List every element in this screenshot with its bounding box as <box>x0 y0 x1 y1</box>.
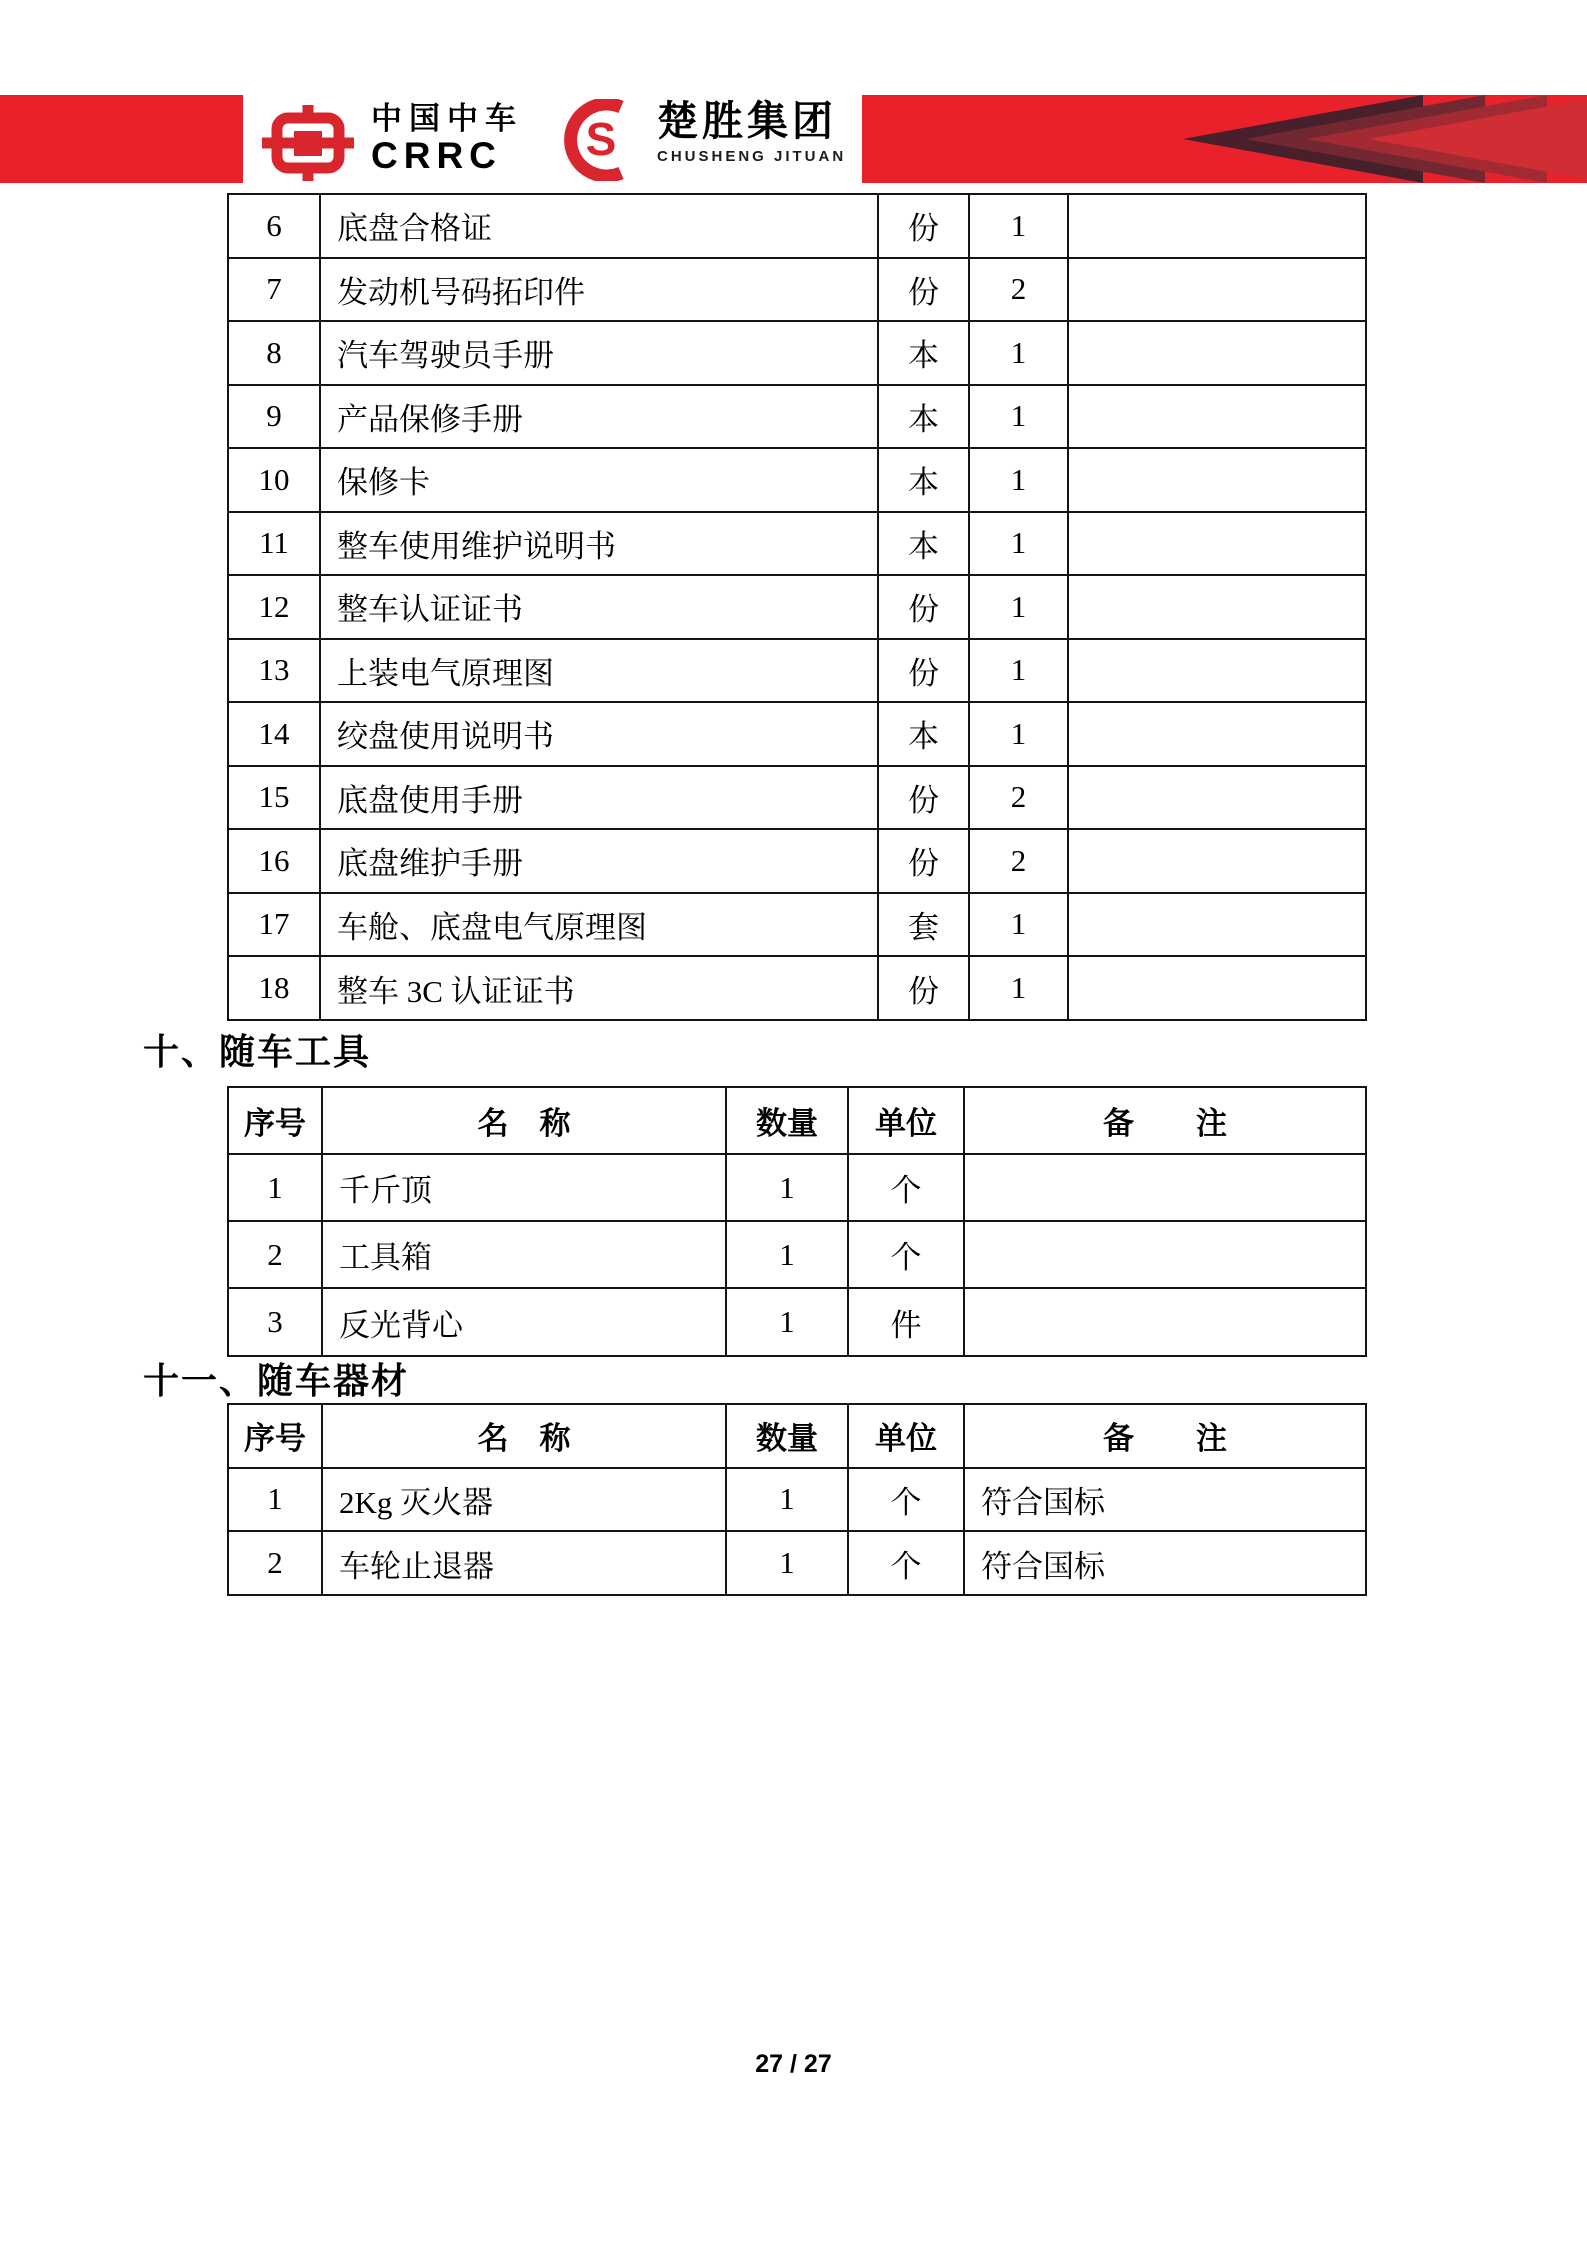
table-cell: 9 <box>229 386 321 448</box>
table-cell: 8 <box>229 322 321 384</box>
table-cell: 6 <box>229 195 321 257</box>
table-cell: 3 <box>229 1289 323 1355</box>
table-row <box>229 640 1365 704</box>
table-cell: 产品保修手册 <box>321 386 879 448</box>
table-header-row <box>229 1405 1365 1469</box>
table-header-cell: 序号 <box>229 1088 323 1153</box>
table-cell: 1 <box>970 449 1069 511</box>
table-header-cell: 名 称 <box>323 1088 727 1153</box>
table-cell <box>1069 259 1365 321</box>
table-row <box>229 322 1365 386</box>
table-cell: 1 <box>970 513 1069 575</box>
table-cell: 份 <box>879 259 970 321</box>
table-cell: 1 <box>970 195 1069 257</box>
table-cell: 10 <box>229 449 321 511</box>
table-cell: 份 <box>879 767 970 829</box>
table-cell: 工具箱 <box>323 1222 727 1287</box>
table-row <box>229 1289 1365 1355</box>
table-cell <box>965 1155 1365 1220</box>
table-cell: 1 <box>970 576 1069 638</box>
table-row <box>229 767 1365 831</box>
crrc-name: 中国中车 <box>371 101 523 136</box>
table-cell: 底盘维护手册 <box>321 830 879 892</box>
table-cell <box>1069 449 1365 511</box>
table-cell: 本 <box>879 386 970 448</box>
table-cell <box>1069 195 1365 257</box>
table-cell <box>1069 513 1365 575</box>
table-cell: 上装电气原理图 <box>321 640 879 702</box>
table-header-cell: 序号 <box>229 1405 323 1467</box>
table-cell: 7 <box>229 259 321 321</box>
table-cell: 件 <box>849 1289 965 1355</box>
table-row <box>229 1222 1365 1289</box>
table-cell: 1 <box>727 1222 849 1287</box>
table-cell <box>1069 703 1365 765</box>
table-cell: 1 <box>970 703 1069 765</box>
section-title-equipment: 十一、随车器材 <box>143 1361 410 1401</box>
table-row <box>229 576 1365 640</box>
table-cell: 1 <box>727 1532 849 1594</box>
table-row <box>229 386 1365 450</box>
table-cell: 个 <box>849 1155 965 1220</box>
table-cell: 车舱、底盘电气原理图 <box>321 894 879 956</box>
table-cell: 份 <box>879 640 970 702</box>
table-cell <box>1069 640 1365 702</box>
table-cell: 份 <box>879 195 970 257</box>
table-row <box>229 449 1365 513</box>
table-cell: 2Kg 灭火器 <box>323 1469 727 1531</box>
chusheng-name: 楚胜集团 <box>657 98 837 144</box>
table-cell: 2 <box>970 767 1069 829</box>
table-cell <box>1069 957 1365 1019</box>
table-cell: 16 <box>229 830 321 892</box>
table-cell: 17 <box>229 894 321 956</box>
table-row <box>229 195 1365 259</box>
table-cell: 本 <box>879 513 970 575</box>
chusheng-emblem-letter: S <box>585 113 617 165</box>
crrc-logo-text <box>371 103 531 174</box>
chusheng-logo-text <box>657 98 847 165</box>
equipment-table <box>227 1403 1367 1596</box>
table-cell: 2 <box>970 830 1069 892</box>
table-cell: 18 <box>229 957 321 1019</box>
table-cell <box>1069 894 1365 956</box>
table-cell: 套 <box>879 894 970 956</box>
table-cell: 1 <box>229 1469 323 1531</box>
table-header-cell: 数量 <box>727 1088 849 1153</box>
table-header-row <box>229 1088 1365 1155</box>
tools-table <box>227 1086 1367 1357</box>
chusheng-latin: CHUSHENG JITUAN <box>657 148 847 165</box>
table-cell: 份 <box>879 830 970 892</box>
table-cell: 2 <box>229 1532 323 1594</box>
table-cell <box>1069 767 1365 829</box>
table-cell: 1 <box>970 957 1069 1019</box>
table-cell: 个 <box>849 1532 965 1594</box>
table-row <box>229 830 1365 894</box>
table-cell: 1 <box>229 1155 323 1220</box>
table-cell: 符合国标 <box>981 1548 1105 1584</box>
table-cell: 1 <box>970 386 1069 448</box>
crrc-abbr: CRRC <box>371 135 502 176</box>
table-cell: 绞盘使用说明书 <box>321 703 879 765</box>
table-cell: 整车认证证书 <box>321 576 879 638</box>
table-cell <box>1069 576 1365 638</box>
page-number: 27 / 27 <box>755 2050 832 2078</box>
section-title-tools: 十、随车工具 <box>143 1032 372 1072</box>
table-cell: 个 <box>849 1469 965 1531</box>
table-cell: 车轮止退器 <box>323 1532 727 1594</box>
table-cell: 1 <box>727 1155 849 1220</box>
table-cell: 份 <box>879 957 970 1019</box>
table-cell: 本 <box>879 322 970 384</box>
table-cell: 1 <box>970 640 1069 702</box>
crrc-logo-icon <box>262 105 354 181</box>
table-row <box>229 703 1365 767</box>
table-cell: 汽车驾驶员手册 <box>321 322 879 384</box>
table-cell <box>1069 830 1365 892</box>
table-cell: 15 <box>229 767 321 829</box>
table-cell: 个 <box>849 1222 965 1287</box>
table-header-cell: 数量 <box>727 1405 849 1467</box>
table-cell: 本 <box>879 449 970 511</box>
table-row <box>229 1155 1365 1222</box>
table-cell: 反光背心 <box>323 1289 727 1355</box>
table-cell: 1 <box>970 894 1069 956</box>
table-cell: 14 <box>229 703 321 765</box>
table-cell: 12 <box>229 576 321 638</box>
table-cell: 1 <box>970 322 1069 384</box>
table-cell: 2 <box>970 259 1069 321</box>
table-cell: 份 <box>879 576 970 638</box>
table-cell: 符合国标 <box>981 1484 1105 1520</box>
table-row <box>229 513 1365 577</box>
table-header-cell: 单位 <box>849 1088 965 1153</box>
table-row <box>229 1532 1365 1594</box>
table-cell: 底盘使用手册 <box>321 767 879 829</box>
table-cell <box>965 1289 1365 1355</box>
chevron-decoration <box>1183 95 1587 183</box>
table-cell: 13 <box>229 640 321 702</box>
table-header-cell: 备 注 <box>1103 1106 1227 1141</box>
table-header-cell: 备 注 <box>1103 1421 1227 1457</box>
table-header-cell: 名 称 <box>323 1405 727 1467</box>
table-cell <box>1069 386 1365 448</box>
table-header-cell: 单位 <box>849 1405 965 1467</box>
table-cell: 保修卡 <box>321 449 879 511</box>
table-cell: 整车 3C 认证证书 <box>321 957 879 1019</box>
table-row <box>229 957 1365 1019</box>
table-row <box>229 259 1365 323</box>
table-cell: 1 <box>727 1469 849 1531</box>
table-cell: 整车使用维护说明书 <box>321 513 879 575</box>
table-cell <box>965 1222 1365 1287</box>
table-row <box>229 1469 1365 1533</box>
table-cell: 1 <box>727 1289 849 1355</box>
table-cell: 本 <box>879 703 970 765</box>
table-cell: 底盘合格证 <box>321 195 879 257</box>
table-cell: 2 <box>229 1222 323 1287</box>
chusheng-logo-icon <box>551 99 647 181</box>
documents-table <box>227 193 1367 1021</box>
table-cell: 发动机号码拓印件 <box>321 259 879 321</box>
table-cell: 千斤顶 <box>323 1155 727 1220</box>
table-cell: 11 <box>229 513 321 575</box>
table-cell <box>1069 322 1365 384</box>
table-row <box>229 894 1365 958</box>
